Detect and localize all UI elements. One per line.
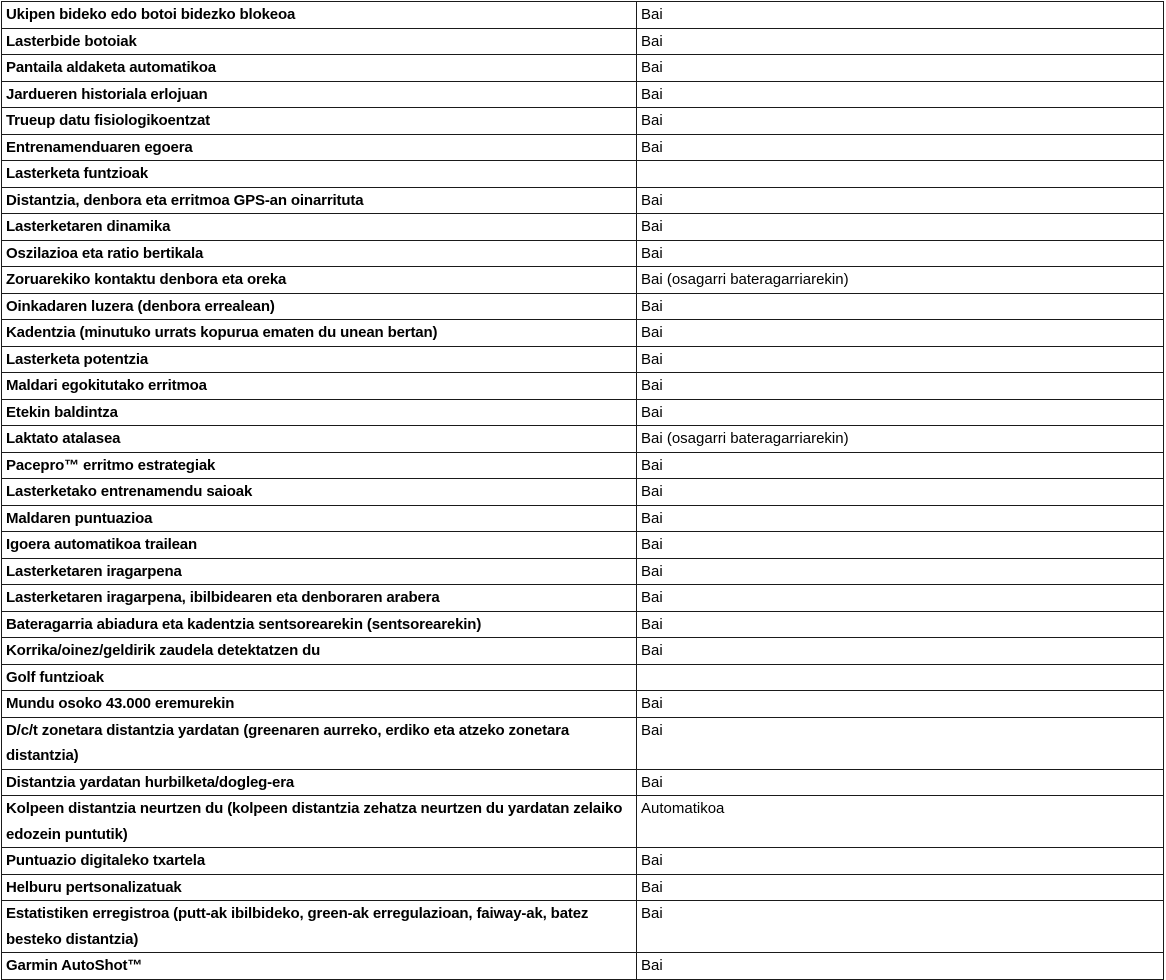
feature-value-cell: Bai [637, 874, 1164, 901]
feature-value-cell: Automatikoa [637, 796, 1164, 848]
table-row [2, 585, 1164, 612]
feature-name-cell: Lasterketaren dinamika [2, 214, 637, 241]
table-row [2, 2, 1164, 29]
feature-value-cell: Bai [637, 848, 1164, 875]
feature-value-cell: Bai [637, 585, 1164, 612]
table-row [2, 267, 1164, 294]
feature-name-cell: Lasterketako entrenamendu saioak [2, 479, 637, 506]
table-row [2, 373, 1164, 400]
feature-name-cell: Igoera automatikoa trailean [2, 532, 637, 559]
feature-value-cell: Bai (osagarri bateragarriarekin) [637, 426, 1164, 453]
feature-comparison-table [1, 1, 1164, 980]
feature-value-cell: Bai [637, 346, 1164, 373]
section-header-row [2, 161, 1164, 188]
table-row [2, 346, 1164, 373]
feature-value-cell: Bai [637, 638, 1164, 665]
table-row [2, 293, 1164, 320]
table-row [2, 953, 1164, 980]
feature-name-cell: Jardueren historiala erlojuan [2, 81, 637, 108]
table-body [2, 2, 1164, 980]
feature-name-cell: Mundu osoko 43.000 eremurekin [2, 691, 637, 718]
table-row [2, 426, 1164, 453]
feature-name-cell: Pacepro™ erritmo estrategiak [2, 452, 637, 479]
feature-value-cell: Bai [637, 717, 1164, 769]
feature-value-cell: Bai [637, 108, 1164, 135]
feature-name-cell: Garmin AutoShot™ [2, 953, 637, 980]
feature-name-cell: Oinkadaren luzera (denbora errealean) [2, 293, 637, 320]
table-row [2, 848, 1164, 875]
feature-value-cell: Bai [637, 55, 1164, 82]
table-row [2, 532, 1164, 559]
table-row [2, 874, 1164, 901]
feature-name-cell: Trueup datu fisiologikoentzat [2, 108, 637, 135]
table-row [2, 108, 1164, 135]
feature-name-cell: Puntuazio digitaleko txartela [2, 848, 637, 875]
table-row [2, 691, 1164, 718]
table-row [2, 399, 1164, 426]
table-row [2, 717, 1164, 769]
feature-value-cell: Bai [637, 187, 1164, 214]
table-row [2, 505, 1164, 532]
feature-name-cell: Lasterbide botoiak [2, 28, 637, 55]
feature-value-cell: Bai [637, 134, 1164, 161]
feature-name-cell: Etekin baldintza [2, 399, 637, 426]
feature-value-cell: Bai (osagarri bateragarriarekin) [637, 267, 1164, 294]
feature-value-cell [637, 161, 1164, 188]
feature-value-cell: Bai [637, 373, 1164, 400]
feature-value-cell: Bai [637, 558, 1164, 585]
feature-name-cell: Pantaila aldaketa automatikoa [2, 55, 637, 82]
table-row [2, 611, 1164, 638]
table-row [2, 320, 1164, 347]
table-row [2, 187, 1164, 214]
table-row [2, 134, 1164, 161]
feature-name-cell: Kadentzia (minutuko urrats kopurua ematen du unean bertan) [2, 320, 637, 347]
section-header-row [2, 664, 1164, 691]
feature-value-cell: Bai [637, 2, 1164, 29]
feature-value-cell: Bai [637, 505, 1164, 532]
feature-value-cell: Bai [637, 320, 1164, 347]
feature-name-cell: Bateragarria abiadura eta kadentzia sentsorearekin (sentsorearekin) [2, 611, 637, 638]
table-row [2, 452, 1164, 479]
section-title: Golf funtzioak [2, 664, 637, 691]
feature-value-cell: Bai [637, 953, 1164, 980]
feature-name-cell: Helburu pertsonalizatuak [2, 874, 637, 901]
table-row [2, 769, 1164, 796]
feature-name-cell: Estatistiken erregistroa (putt-ak ibilbideko, green-ak erregulazioan, faiway-ak, batez besteko distantzia) [2, 901, 637, 953]
table-row [2, 81, 1164, 108]
feature-name-cell: D/c/t zonetara distantzia yardatan (greenaren aurreko, erdiko eta atzeko zonetara distantzia) [2, 717, 637, 769]
table-row [2, 638, 1164, 665]
feature-name-cell: Entrenamenduaren egoera [2, 134, 637, 161]
feature-name-cell: Distantzia yardatan hurbilketa/dogleg-era [2, 769, 637, 796]
feature-name-cell: Maldaren puntuazioa [2, 505, 637, 532]
feature-value-cell: Bai [637, 611, 1164, 638]
feature-value-cell: Bai [637, 901, 1164, 953]
feature-name-cell: Korrika/oinez/geldirik zaudela detektatzen du [2, 638, 637, 665]
feature-value-cell: Bai [637, 81, 1164, 108]
feature-value-cell: Bai [637, 769, 1164, 796]
feature-value-cell: Bai [637, 28, 1164, 55]
feature-name-cell: Maldari egokitutako erritmoa [2, 373, 637, 400]
feature-value-cell: Bai [637, 452, 1164, 479]
table-row [2, 558, 1164, 585]
table-row [2, 796, 1164, 848]
feature-name-cell: Distantzia, denbora eta erritmoa GPS-an oinarrituta [2, 187, 637, 214]
feature-name-cell: Oszilazioa eta ratio bertikala [2, 240, 637, 267]
table-row [2, 55, 1164, 82]
feature-value-cell: Bai [637, 293, 1164, 320]
feature-value-cell: Bai [637, 399, 1164, 426]
table-row [2, 240, 1164, 267]
table-row [2, 479, 1164, 506]
feature-name-cell: Zoruarekiko kontaktu denbora eta oreka [2, 267, 637, 294]
feature-name-cell: Lasterketaren iragarpena [2, 558, 637, 585]
feature-value-cell: Bai [637, 479, 1164, 506]
feature-value-cell: Bai [637, 214, 1164, 241]
feature-value-cell [637, 664, 1164, 691]
feature-value-cell: Bai [637, 532, 1164, 559]
table-row [2, 214, 1164, 241]
feature-name-cell: Lasterketa potentzia [2, 346, 637, 373]
table-row [2, 28, 1164, 55]
feature-name-cell: Ukipen bideko edo botoi bidezko blokeoa [2, 2, 637, 29]
feature-value-cell: Bai [637, 691, 1164, 718]
feature-name-cell: Laktato atalasea [2, 426, 637, 453]
feature-value-cell: Bai [637, 240, 1164, 267]
feature-name-cell: Lasterketaren iragarpena, ibilbidearen eta denboraren arabera [2, 585, 637, 612]
section-title: Lasterketa funtzioak [2, 161, 637, 188]
feature-name-cell: Kolpeen distantzia neurtzen du (kolpeen distantzia zehatza neurtzen du yardatan zelaiko edozein puntutik) [2, 796, 637, 848]
table-row [2, 901, 1164, 953]
